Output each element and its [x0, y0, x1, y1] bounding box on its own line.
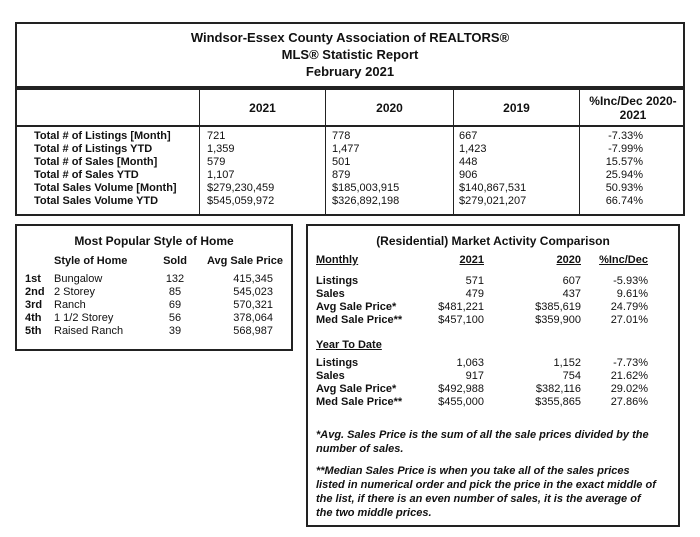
avg-price-note: *Avg. Sales Price is the sum of all the sale prices divided by the number of sales. — [316, 429, 649, 455]
report-title: MLS® Statistic Report — [281, 47, 419, 62]
value-2020: 778 — [332, 130, 351, 142]
table-row — [308, 357, 678, 370]
rank: 3rd — [25, 299, 43, 311]
value-2019: $279,021,207 — [459, 195, 527, 207]
main-table-header — [17, 90, 683, 127]
value-2021: $545,059,972 — [207, 195, 275, 207]
value-2021: $492,988 — [438, 383, 484, 395]
value-2020: 501 — [332, 156, 351, 168]
value-2019: 906 — [459, 169, 478, 181]
value-2020: $382,116 — [535, 383, 581, 395]
col-header-2020: 2020 — [376, 100, 403, 115]
row-label: Listings — [316, 275, 359, 287]
value-2021: 1,063 — [456, 357, 484, 369]
pct-change: 9.61% — [616, 288, 648, 300]
table-row — [17, 130, 683, 143]
value-2020: $359,900 — [535, 314, 581, 326]
value-2019: 667 — [459, 130, 478, 142]
report-period: February 2021 — [305, 64, 395, 79]
row-label: Sales — [316, 288, 345, 300]
rank: 5th — [25, 325, 42, 337]
row-label: Total # of Listings [Month] — [34, 130, 171, 142]
value-2021: 571 — [465, 275, 484, 287]
value-2021: 479 — [465, 288, 484, 300]
header-style: Style of Home — [54, 255, 128, 267]
value-2020: $326,892,198 — [332, 195, 400, 207]
rank: 2nd — [25, 286, 45, 298]
association-name: Windsor-Essex County Association of REALTORS® — [190, 30, 510, 45]
avg-price: 378,064 — [233, 312, 273, 324]
pct-change: 27.01% — [610, 314, 648, 326]
pct-change: 21.62% — [610, 370, 648, 382]
pct-change: 15.57% — [605, 156, 643, 168]
avg-price: 545,023 — [233, 286, 273, 298]
value-2021: $279,230,459 — [207, 182, 275, 194]
table-row — [17, 156, 683, 169]
list-item — [17, 273, 291, 286]
table-row — [17, 182, 683, 195]
sold-count: 56 — [168, 312, 182, 324]
table-row — [17, 195, 683, 208]
value-2019: 1,423 — [459, 143, 487, 155]
row-label: Sales — [316, 370, 345, 382]
pct-change: 25.94% — [605, 169, 643, 181]
value-2019: 448 — [459, 156, 478, 168]
row-label: Med Sale Price** — [316, 396, 403, 408]
avg-price: 415,345 — [233, 273, 273, 285]
rank: 4th — [25, 312, 42, 324]
pct-change: 24.79% — [610, 301, 648, 313]
row-label: Total Sales Volume YTD — [34, 195, 159, 207]
value-2021: $481,221 — [438, 301, 484, 313]
row-label: Total # of Sales [Month] — [34, 156, 158, 168]
header-avg-price: Avg Sale Price — [207, 255, 284, 267]
row-label: Avg Sale Price* — [316, 301, 397, 313]
table-row — [308, 383, 678, 396]
main-stats-table — [15, 88, 685, 216]
table-row — [308, 314, 678, 327]
median-price-note: **Median Sales Price is when you take all of the sales prices listed in numerical order and pick the price in the exact middle of the list, if there is an even number of sales, it is the average of the two middle prices. — [316, 465, 656, 519]
pct-change: -7.99% — [608, 143, 643, 155]
market-title: (Residential) Market Activity Comparison — [376, 234, 610, 248]
header-2020: 2020 — [556, 254, 581, 266]
value-2020: 607 — [562, 275, 581, 287]
col-header-2021: 2021 — [249, 100, 276, 115]
header-monthly: Monthly — [316, 254, 359, 266]
value-2020: $385,619 — [535, 301, 581, 313]
pct-change: -5.93% — [613, 275, 648, 287]
list-item — [17, 312, 291, 325]
pct-change: -7.73% — [613, 357, 648, 369]
row-label: Listings — [316, 357, 359, 369]
sold-count: 69 — [168, 299, 182, 311]
ytd-subheader: Year To Date — [316, 339, 382, 351]
table-row — [308, 396, 678, 409]
rank: 1st — [25, 273, 41, 285]
row-label: Total # of Listings YTD — [34, 143, 153, 155]
avg-price: 570,321 — [233, 299, 273, 311]
table-row — [308, 301, 678, 314]
report-header — [15, 22, 685, 88]
pct-change: -7.33% — [608, 130, 643, 142]
value-2019: $140,867,531 — [459, 182, 527, 194]
value-2020: $185,003,915 — [332, 182, 400, 194]
table-row — [17, 169, 683, 182]
row-label: Avg Sale Price* — [316, 383, 397, 395]
style-name: 2 Storey — [54, 286, 95, 298]
value-2021: $457,100 — [438, 314, 484, 326]
pct-change: 50.93% — [605, 182, 643, 194]
value-2021: 1,359 — [207, 143, 235, 155]
style-name: 1 1/2 Storey — [54, 312, 114, 324]
style-name: Raised Ranch — [54, 325, 124, 337]
sold-count: 132 — [165, 273, 185, 285]
row-label: Total # of Sales YTD — [34, 169, 139, 181]
header-sold: Sold — [163, 255, 187, 267]
value-2021: $455,000 — [438, 396, 484, 408]
value-2020: 1,152 — [553, 357, 581, 369]
table-row — [308, 275, 678, 288]
value-2021: 917 — [465, 370, 484, 382]
value-2020: 754 — [562, 370, 581, 382]
market-header-row — [308, 254, 678, 267]
list-item — [17, 299, 291, 312]
table-row — [308, 370, 678, 383]
header-pct: %Inc/Dec — [599, 254, 648, 266]
row-label: Total Sales Volume [Month] — [34, 182, 177, 194]
value-2021: 721 — [207, 130, 226, 142]
value-2020: $355,865 — [535, 396, 581, 408]
value-2021: 579 — [207, 156, 226, 168]
row-label: Med Sale Price** — [316, 314, 403, 326]
style-table-header — [17, 255, 291, 268]
sold-count: 85 — [168, 286, 182, 298]
col-header-2019: 2019 — [503, 100, 530, 115]
value-2020: 437 — [562, 288, 581, 300]
sold-count: 39 — [168, 325, 182, 337]
pct-change: 27.86% — [610, 396, 648, 408]
list-item — [17, 325, 291, 338]
market-activity-comparison — [306, 224, 680, 527]
table-row — [308, 288, 678, 301]
value-2020: 879 — [332, 169, 351, 181]
value-2021: 1,107 — [207, 169, 235, 181]
list-item — [17, 286, 291, 299]
table-row — [17, 143, 683, 156]
avg-price: 568,987 — [233, 325, 273, 337]
style-name: Bungalow — [54, 273, 103, 285]
pct-change: 66.74% — [605, 195, 643, 207]
col-header-pct: %Inc/Dec 2020-2021 — [589, 93, 677, 122]
value-2020: 1,477 — [332, 143, 360, 155]
style-of-home-table — [15, 224, 293, 351]
header-2021: 2021 — [459, 254, 484, 266]
style-table-title: Most Popular Style of Home — [74, 234, 234, 248]
style-name: Ranch — [54, 299, 86, 311]
pct-change: 29.02% — [610, 383, 648, 395]
